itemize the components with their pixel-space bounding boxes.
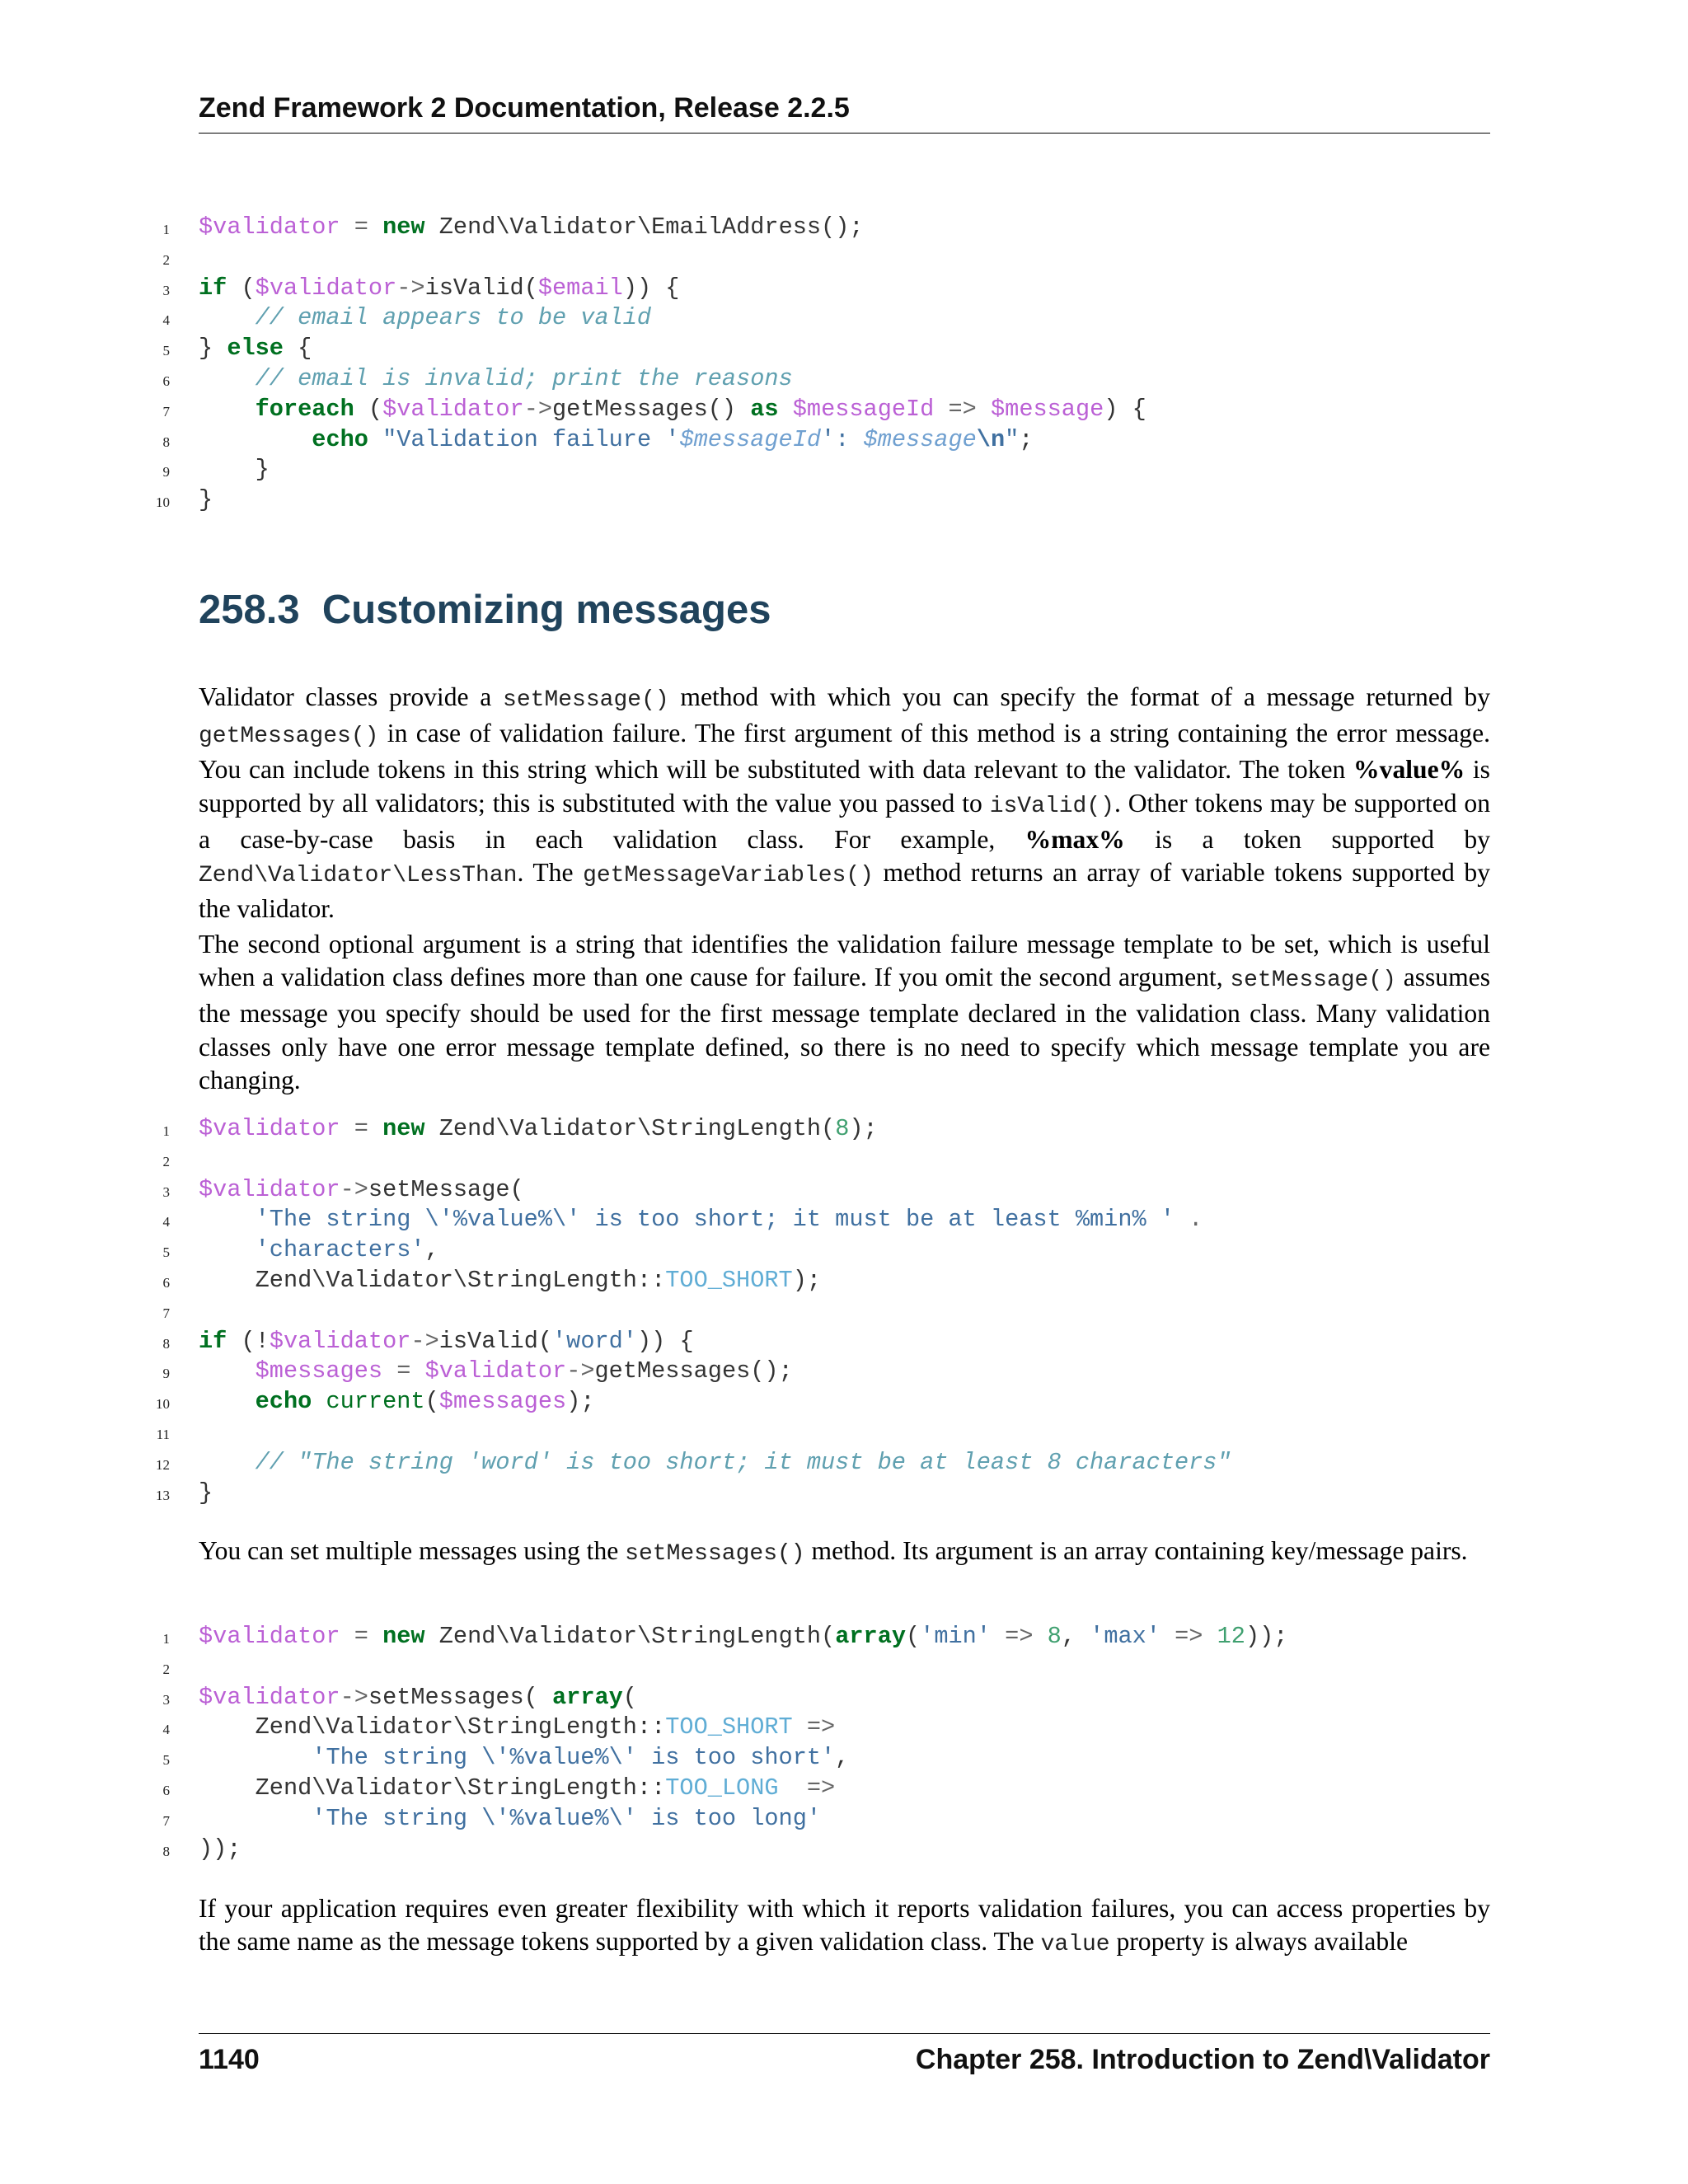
code-text: echo "Validation failure '$messageId': $message\n"; — [312, 425, 1034, 453]
code-line — [0, 1175, 1688, 1206]
inline-code: getMessages() — [199, 724, 379, 750]
line-number: 12 — [156, 1456, 170, 1473]
code-text: 'characters', — [255, 1236, 439, 1264]
code-comment: // email appears to be valid — [199, 304, 652, 332]
code-block-set-message — [0, 1114, 1688, 1508]
code-text: $validator->setMessages( array( — [199, 1683, 637, 1711]
line-number: 5 — [162, 343, 170, 359]
inline-code: setMessage() — [503, 687, 669, 713]
code-text: Zend\Validator\StringLength::TOO_SHORT => — [199, 1713, 836, 1741]
line-number: 4 — [162, 312, 170, 329]
inline-code: getMessageVariables() — [583, 863, 874, 889]
code-line — [0, 1145, 1688, 1175]
line-number: 8 — [162, 434, 170, 450]
code-text: echo current($messages); — [255, 1388, 595, 1416]
line-number: 9 — [162, 1366, 170, 1382]
paragraph: Validator classes provide a setMessage() method with which you can specify the format of a message returned by getMessages() in case of validation failure. The first argument of this method is a string containing the error message. You can include tokens in this string which will be substituted with data relevant to the validator. The token %value% is supported by all validators; this is substituted with the value you passed to isValid(). Other tokens may be supported on a case-by-case basis in each validation class. For example, %max% is a token supported by Zend\Validator\LessThan. The getMessageVariables() method returns an array of variable tokens supported by the validator. — [199, 682, 1490, 924]
code-block-email-validator — [0, 213, 1688, 516]
code-comment: // email is invalid; print the reasons — [199, 364, 793, 392]
code-text: } — [199, 1479, 213, 1507]
line-number: 11 — [156, 1426, 170, 1442]
line-number: 3 — [162, 1691, 170, 1708]
inline-code: isValid() — [989, 793, 1114, 819]
line-number: 13 — [156, 1487, 170, 1503]
line-number: 7 — [162, 403, 170, 419]
line-number: 3 — [162, 282, 170, 298]
code-text: Zend\Validator\StringLength::TOO_SHORT); — [199, 1266, 822, 1294]
code-line — [0, 1296, 1688, 1327]
line-number: 10 — [156, 1396, 170, 1413]
code-line — [0, 1266, 1688, 1296]
code-line — [0, 1652, 1688, 1683]
code-text: 'The string \'%value%\' is too short', — [312, 1744, 850, 1772]
code-text: $validator = new Zend\Validator\StringLength(8); — [199, 1115, 878, 1142]
code-block-set-messages — [0, 1622, 1688, 1864]
code-text: )); — [199, 1835, 241, 1863]
code-line — [0, 1205, 1688, 1235]
code-line — [0, 1683, 1688, 1713]
code-line — [0, 395, 1688, 425]
code-text: 'The string \'%value%\' is too long' — [312, 1804, 822, 1832]
bold-token: %max% — [1025, 824, 1125, 854]
code-line — [0, 1114, 1688, 1145]
code-line — [0, 1743, 1688, 1774]
code-text: $validator = new Zend\Validator\EmailAddress(); — [199, 213, 864, 241]
code-line — [0, 213, 1688, 243]
code-text: } else { — [199, 335, 312, 363]
line-number: 4 — [162, 1214, 170, 1230]
line-number: 7 — [162, 1812, 170, 1829]
line-number: 8 — [162, 1335, 170, 1352]
code-text: if (!$validator->isValid('word')) { — [199, 1327, 694, 1355]
line-number: 5 — [162, 1752, 170, 1769]
line-number: 6 — [162, 373, 170, 389]
code-line — [0, 1327, 1688, 1357]
code-line — [0, 1235, 1688, 1266]
section-number: 258.3 — [199, 588, 300, 632]
line-number: 3 — [162, 1183, 170, 1200]
code-line — [0, 1357, 1688, 1387]
code-line — [0, 1387, 1688, 1418]
code-line — [0, 1713, 1688, 1743]
code-text: $validator = new Zend\Validator\StringLength(array('min' => 8, 'max' => 12)); — [199, 1623, 1288, 1650]
inline-code: Zend\Validator\LessThan — [199, 863, 518, 889]
line-number: 5 — [162, 1244, 170, 1261]
line-number: 7 — [162, 1305, 170, 1321]
code-text: if ($validator->isValid($email)) { — [199, 274, 680, 302]
code-line — [0, 274, 1688, 304]
code-line — [0, 485, 1688, 516]
code-text: Zend\Validator\StringLength::TOO_LONG => — [199, 1774, 836, 1802]
code-line — [0, 1479, 1688, 1509]
code-line — [0, 1835, 1688, 1865]
line-number: 8 — [162, 1843, 170, 1859]
code-text: } — [199, 456, 270, 484]
paragraph: The second optional argument is a string that identifies the validation failure message template to be set, which is useful when a validation class defines more than one cause for failure. If you omit the second argument, setMessage() assumes the message you specify should be used for the first message template declared in the validation class. Many validation classes only have one error message template defined, so there is no need to specify which message template you are changing. — [199, 930, 1490, 1094]
inline-code: value — [1040, 1932, 1110, 1958]
chapter-title: Chapter 258. Introduction to Zend\Validator — [915, 2044, 1490, 2075]
bold-token: %value% — [1353, 755, 1465, 785]
code-line — [0, 334, 1688, 364]
code-text: $messages = $validator->getMessages(); — [255, 1357, 793, 1385]
inline-code: setMessages() — [625, 1541, 805, 1567]
line-number: 6 — [162, 1782, 170, 1798]
line-number: 6 — [162, 1274, 170, 1291]
line-number: 2 — [162, 1153, 170, 1169]
page-number: 1140 — [199, 2044, 260, 2075]
code-line — [0, 243, 1688, 274]
code-line — [0, 364, 1688, 395]
line-number: 10 — [156, 494, 170, 511]
line-number: 9 — [162, 464, 170, 480]
code-text: } — [199, 486, 213, 514]
code-line — [0, 1448, 1688, 1479]
line-number: 2 — [162, 251, 170, 268]
inline-code: setMessage() — [1230, 968, 1396, 994]
code-line — [0, 303, 1688, 334]
code-text: foreach ($validator->getMessages() as $messageId => $message) { — [255, 395, 1146, 423]
code-line — [0, 425, 1688, 456]
footer-rule — [199, 2033, 1490, 2034]
code-line — [0, 1774, 1688, 1804]
code-line — [0, 1418, 1688, 1448]
line-number: 1 — [162, 222, 170, 237]
code-line — [0, 455, 1688, 485]
code-text: 'The string \'%value%\' is too short; it must be at least %min% ' . — [255, 1206, 1203, 1234]
section-heading — [199, 587, 771, 633]
section-title: Customizing messages — [321, 588, 771, 632]
code-line — [0, 1804, 1688, 1835]
code-line — [0, 1622, 1688, 1652]
line-number: 1 — [162, 1123, 170, 1139]
line-number: 2 — [162, 1661, 170, 1677]
running-header: Zend Framework 2 Documentation, Release 2.2.5 — [199, 92, 1490, 134]
code-comment: // "The string 'word' is too short; it must be at least 8 characters" — [199, 1448, 1231, 1476]
line-number: 1 — [162, 1631, 170, 1647]
line-number: 4 — [162, 1722, 170, 1738]
paragraph: You can set multiple messages using the setMessages() method. Its argument is an array containing key/message pairs. — [199, 1536, 1468, 1567]
code-text: $validator->setMessage( — [199, 1175, 524, 1203]
paragraph: If your application requires even greater flexibility with which it reports validation failures, you can access properties by the same name as the message tokens supported by a given validation class. The value property is always available — [199, 1894, 1490, 1958]
